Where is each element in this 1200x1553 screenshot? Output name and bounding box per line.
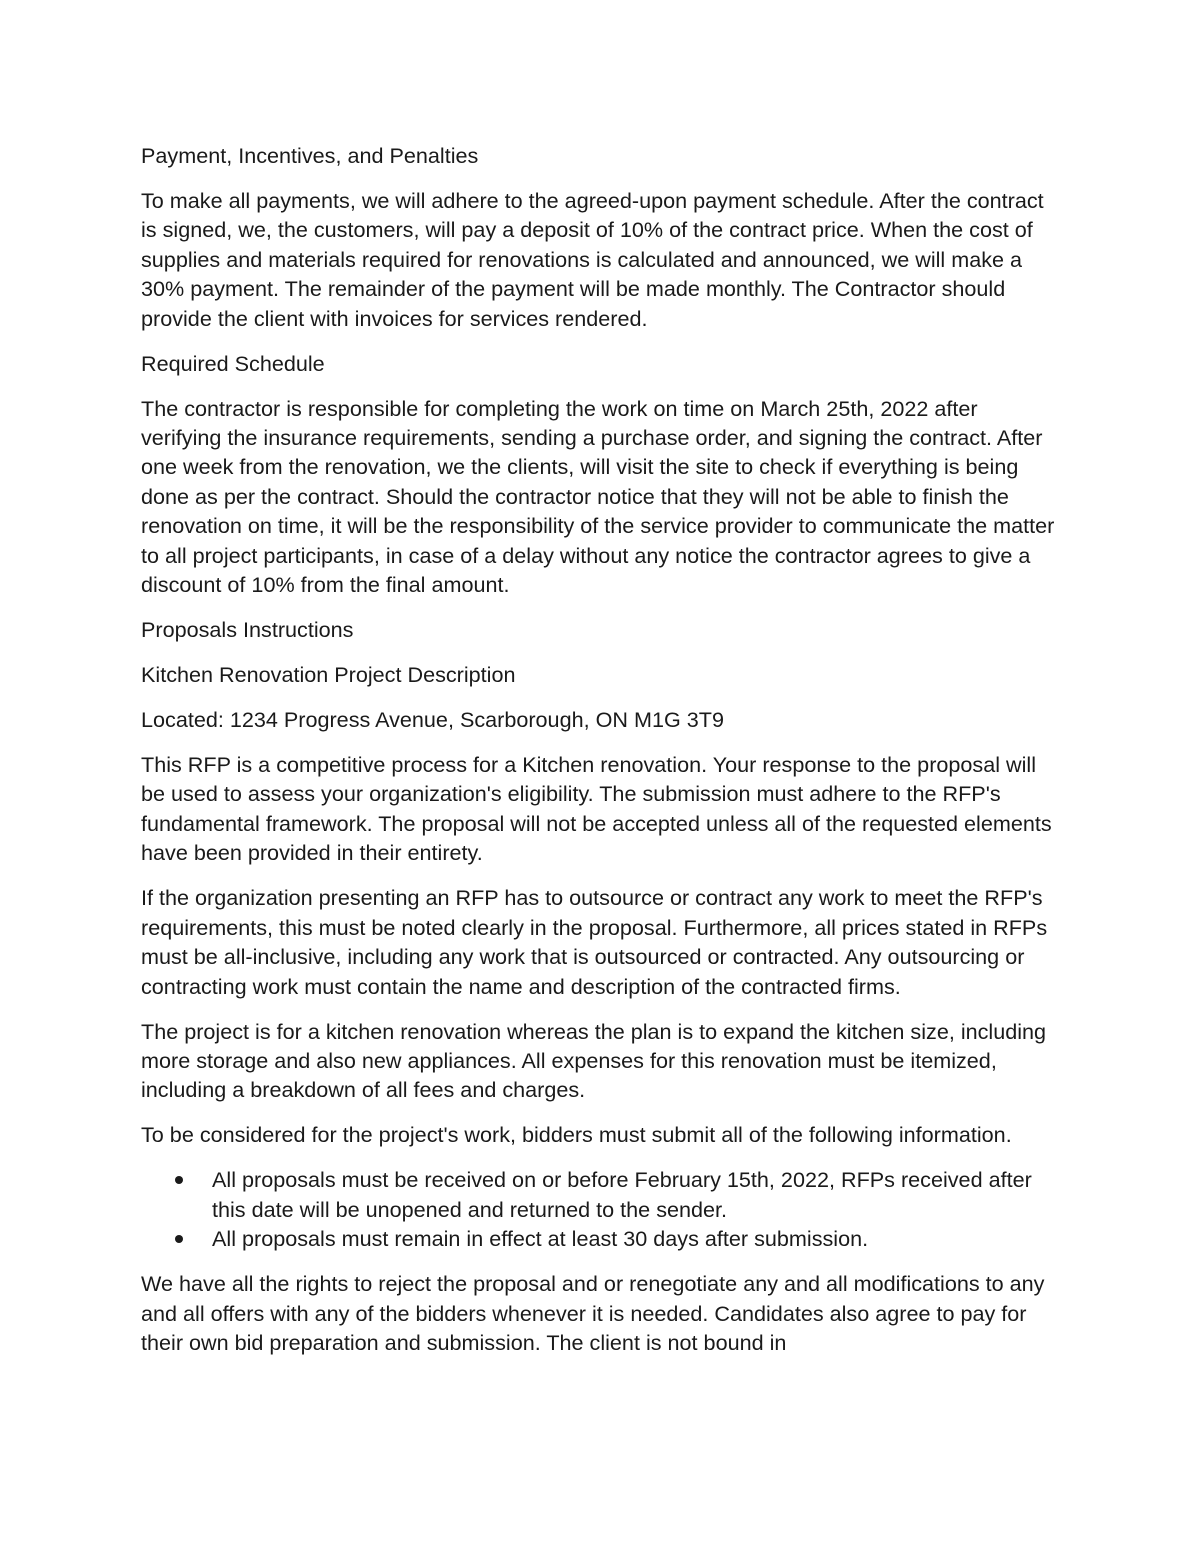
- rfp-paragraph-5: We have all the rights to reject the proposal and or renegotiate any and all modifications to any and all offers with any of the bidders whenever it is needed. Candidates also agree to pay for their own bid preparation and submission. The client is not bound in: [141, 1271, 1045, 1355]
- list-item-text: All proposals must be received on or before February 15th, 2022, RFPs received after this date will be unopened and returned to the sender.: [212, 1167, 1032, 1222]
- schedule-paragraph: The contractor is responsible for completing the work on time on March 25th, 2022 after verifying the insurance requirements, sending a purchase order, and signing the contract. After one week from the renovation, we the clients, will visit the site to check if everything is being done as per the contract. Should the contractor notice that they will not be able to finish the renovation on time, it will be the responsibility of the service provider to communicate the matter to all project participants, in case of a delay without any notice the contractor agrees to give a discount of 10% from the final amount.: [141, 395, 1055, 598]
- rfp-paragraph-1: This RFP is a competitive process for a Kitchen renovation. Your response to the proposal will be used to assess your organization's eligibility. The submission must adhere to the RFP's fundamental framework. The proposal will not be accepted unless all of the requested elements have been provided in their entirety.: [141, 752, 1052, 866]
- requirements-list: [141, 1165, 1061, 1253]
- list-item: [141, 1224, 1061, 1253]
- payment-paragraph: To make all payments, we will adhere to the agreed-upon payment schedule. After the contract is signed, we, the customers, will pay a deposit of 10% of the contract price. When the cost of supplies and materials required for renovations is calculated and announced, we will make a 30% payment. The remainder of the payment will be made monthly. The Contractor should provide the client with invoices for services rendered.: [141, 188, 1044, 331]
- document-body: [141, 141, 1061, 1373]
- payment-heading: Payment, Incentives, and Penalties: [141, 143, 479, 168]
- rfp-paragraph-3: The project is for a kitchen renovation whereas the plan is to expand the kitchen size, including more storage and also new appliances. All expenses for this renovation must be itemized, including a breakdown of all fees and charges.: [141, 1018, 1047, 1103]
- project-location: Located: 1234 Progress Avenue, Scarborough, ON M1G 3T9: [141, 707, 724, 733]
- rfp-paragraph-2: If the organization presenting an RFP has to outsource or contract any work to meet the RFP's requirements, this must be noted clearly in the proposal. Furthermore, all prices stated in RFPs must be all-inclusive, including any work that is outsourced or contracted. Any outsourcing or contracting work must contain the name and description of the contracted firms.: [141, 885, 1048, 999]
- schedule-heading: Required Schedule: [141, 350, 325, 376]
- list-item: [141, 1165, 1061, 1224]
- bullet-icon: [175, 1235, 183, 1243]
- proposals-heading: Proposals Instructions: [141, 617, 354, 643]
- bullet-icon: [175, 1176, 183, 1184]
- list-item-text: All proposals must remain in effect at least 30 days after submission.: [212, 1226, 869, 1252]
- rfp-paragraph-4: To be considered for the project's work, bidders must submit all of the following information.: [141, 1122, 1012, 1148]
- project-description-heading: Kitchen Renovation Project Description: [141, 662, 516, 688]
